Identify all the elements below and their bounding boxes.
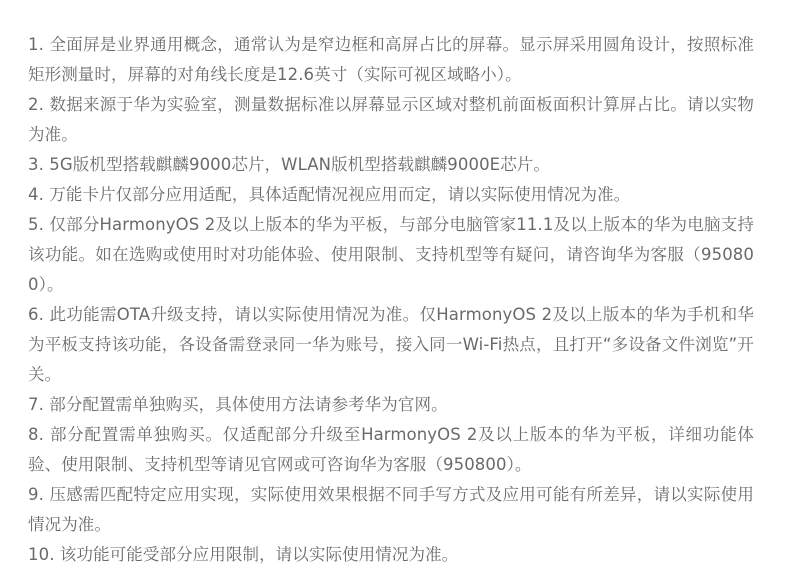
disclaimer-note: 4. 万能卡片仅部分应用适配，具体适配情况视应用而定，请以实际使用情况为准。 [28, 185, 631, 204]
disclaimer-note: 10. 该功能可能受部分应用限制，请以实际使用情况为准。 [28, 545, 459, 564]
disclaimer-note-list [28, 30, 754, 570]
disclaimer-note: 2. 数据来源于华为实验室，测量数据标准以屏幕显示区域对整机前面板面积计算屏占比。请以实物为准。 [28, 95, 754, 144]
disclaimer-note: 3. 5G版机型搭载麒麟9000芯片，WLAN版机型搭载麒麟9000E芯片。 [28, 155, 550, 174]
disclaimer-note: 8. 部分配置需单独购买。仅适配部分升级至HarmonyOS 2及以上版本的华为平板，详细功能体验、使用限制、支持机型等请见官网或可咨询华为客服（950800）。 [28, 425, 754, 474]
disclaimer-note: 7. 部分配置需单独购买，具体使用方法请参考华为官网。 [28, 395, 448, 414]
disclaimer-note: 5. 仅部分HarmonyOS 2及以上版本的华为平板，与部分电脑管家11.1及以上版本的华为电脑支持该功能。如在选购或使用时对功能体验、使用限制、支持机型等有疑问，请咨询华为客服（950800）。 [28, 215, 754, 294]
disclaimer-note: 1. 全面屏是业界通用概念，通常认为是窄边框和高屏占比的屏幕。显示屏采用圆角设计，按照标准矩形测量时，屏幕的对角线长度是12.6英寸（实际可视区域略小）。 [28, 35, 754, 84]
disclaimer-note: 6. 此功能需OTA升级支持，请以实际使用情况为准。仅HarmonyOS 2及以上版本的华为手机和华为平板支持该功能，各设备需登录同一华为账号，接入同一Wi-Fi热点，且打开“多设备文件浏览”开关。 [28, 305, 754, 384]
disclaimer-note: 9. 压感需匹配特定应用实现，实际使用效果根据不同手写方式及应用可能有所差异，请以实际使用情况为准。 [28, 485, 754, 534]
